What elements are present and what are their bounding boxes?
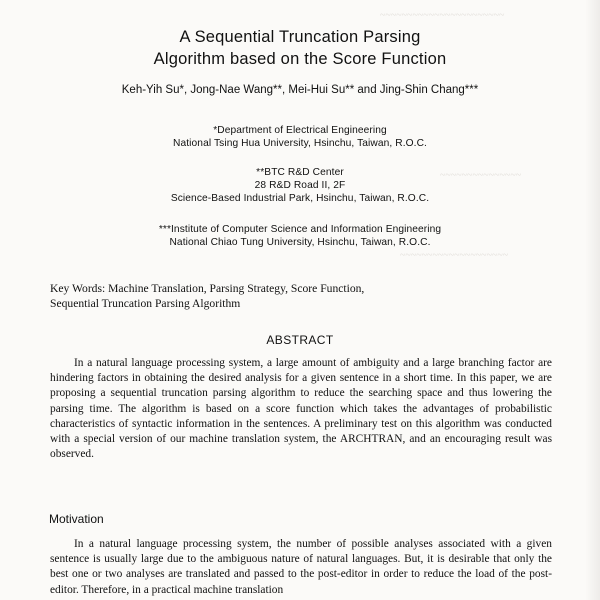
affiliation-line: ***Institute of Computer Science and Information Engineering <box>158 224 442 235</box>
affiliation-line: **BTC R&D Center <box>256 167 344 178</box>
abstract-line: in a short time. In this paper, we are proposing a sequential truncation parsing algorithm <box>50 372 552 400</box>
abstract-line: special version of our machine translation system, the ARCHTRAN, and an encouraging <box>83 433 501 446</box>
abstract-line: information in the sentences. A preliminary test on this algorithm was conducted with a <box>50 417 552 446</box>
body-line: a given sentence is usually large due to the ambiguous nature of natural languages. But, it is <box>50 538 552 566</box>
abstract-line: on a score function which takes the advantages of probabilistic characteristics of syntactic <box>50 402 552 430</box>
abstract-line: to reduce the searching space and thus lowering the parsing time. The algorithm is based <box>50 387 552 415</box>
abstract-line: branching factor are hindering factors in obtaining the desired analysis for a given sentence <box>50 357 552 385</box>
affiliation-btc <box>0 166 600 205</box>
page-edge-shadow <box>585 0 600 600</box>
abstract-paragraph <box>50 356 552 462</box>
affiliation-line: National Chiao Tung University, Hsinchu, Taiwan, R.O.C. <box>169 237 431 248</box>
title-line: A Sequential Truncation Parsing <box>179 28 421 46</box>
show-through-text: ~~~~~~~~~~~~~~~ <box>440 170 522 181</box>
affiliation-ee-nthu <box>0 124 600 150</box>
affiliation-line: *Department of Electrical Engineering <box>213 125 387 136</box>
keywords <box>50 281 520 311</box>
affiliation-line: 28 R&D Road II, 2F <box>254 180 346 191</box>
paper-title <box>0 26 600 70</box>
body-line: In a natural language processing system, the number of possible analyses associated with <box>74 538 511 550</box>
body-line: desirable that only the best one or two analyses are translated and passed to the post-editor <box>50 553 552 581</box>
keywords-line: Key Words: Machine Translation, Parsing Strategy, Score Function, <box>50 282 365 295</box>
section-heading-motivation: Motivation <box>49 512 104 526</box>
motivation-paragraph <box>50 537 552 598</box>
author-list: Keh-Yih Su*, Jong-Nae Wang**, Mei-Hui Su** and Jing-Shin Chang*** <box>121 84 479 96</box>
affiliation-csie-nctu <box>0 223 600 249</box>
affiliation-line: Science-Based Industrial Park, Hsinchu, Taiwan, R.O.C. <box>170 193 430 204</box>
abstract-line: In a natural language processing system, a large amount of ambiguity and a large <box>74 357 455 369</box>
abstract-heading: ABSTRACT <box>266 333 334 347</box>
show-through-text: ~~~~~~~~~~~~~~~~~~~~~~~ <box>380 10 505 21</box>
abstract-line: result was observed. <box>50 433 552 461</box>
show-through-text: ~~~~~~~~~~~~~~~~~~~~ <box>400 250 509 261</box>
title-line: Algorithm based on the Score Function <box>153 50 447 68</box>
body-line: in order to reduce the load of the post-editor. Therefore, in a practical machine translation <box>50 568 552 596</box>
keywords-line: Sequential Truncation Parsing Algorithm <box>50 297 241 310</box>
affiliation-line: National Tsing Hua University, Hsinchu, Taiwan, R.O.C. <box>173 138 427 149</box>
